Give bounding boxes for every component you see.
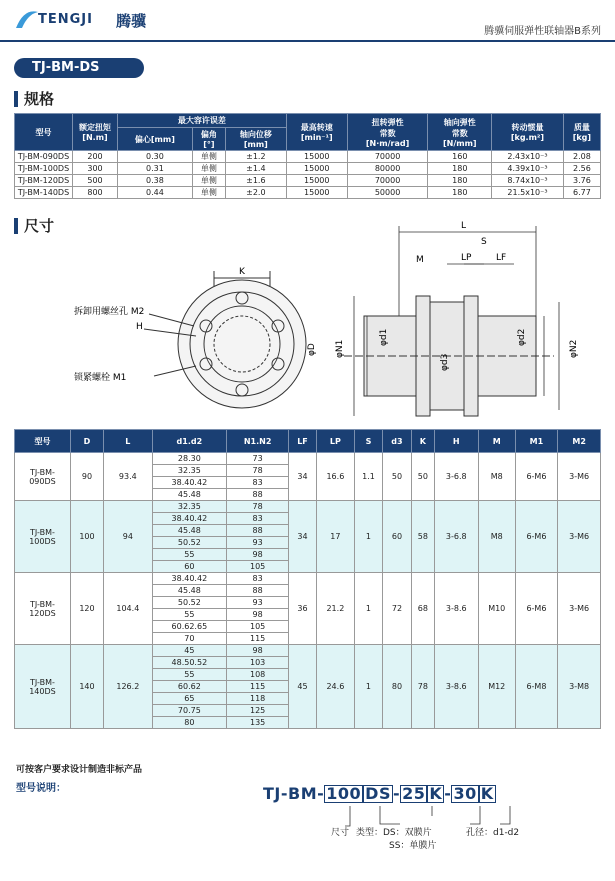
spec-header-offset: 偏心[mm]	[118, 128, 193, 151]
dims-cell: 115	[227, 681, 289, 693]
dims-header: 型号	[15, 430, 71, 453]
spec-header-misalign: 最大容许误差	[118, 114, 287, 128]
dims-row	[15, 573, 601, 585]
dims-cell: 6-M8	[515, 645, 558, 729]
dims-cell: 88	[227, 489, 289, 501]
label-D: φD	[307, 343, 317, 356]
spec-cell: 2.08	[563, 151, 600, 163]
label-d3: φd3	[440, 353, 450, 371]
spec-cell: 50000	[347, 187, 428, 199]
dims-cell: 45.48	[152, 525, 226, 537]
dims-cell: 88	[227, 585, 289, 597]
dims-cell: 93	[227, 597, 289, 609]
model-code: TJ-BM- 100 DS - 25 K - 30 K	[263, 784, 494, 803]
label-K: K	[239, 267, 245, 277]
dims-cell: 48.50.52	[152, 657, 226, 669]
spec-header-speed: 最高转速 [min⁻¹]	[286, 114, 347, 151]
label-M: M	[416, 255, 424, 265]
spec-cell: 15000	[286, 187, 347, 199]
dims-cell: 68	[411, 573, 434, 645]
dims-cell: M12	[478, 645, 515, 729]
dims-cell: 36	[289, 573, 317, 645]
dims-cell: 55	[152, 549, 226, 561]
spec-cell: 180	[428, 187, 492, 199]
dims-row	[15, 645, 601, 657]
dims-cell: TJ-BM- 090DS	[15, 453, 71, 501]
dims-cell: 94	[104, 501, 153, 573]
dims-cell: 1	[355, 573, 383, 645]
dims-cell: 1	[355, 645, 383, 729]
dims-header: d3	[382, 430, 411, 453]
dims-cell: 1	[355, 501, 383, 573]
dims-cell: 3-M6	[558, 501, 601, 573]
spec-header-mass: 质量 [kg]	[563, 114, 600, 151]
dims-table	[14, 429, 601, 729]
spec-cell: 3.76	[563, 175, 600, 187]
dims-cell: 78	[227, 501, 289, 513]
spec-header-inertia: 转动惯量 [kg.m²]	[492, 114, 564, 151]
dims-cell: 83	[227, 513, 289, 525]
dims-cell: TJ-BM- 120DS	[15, 573, 71, 645]
label-N1: φN1	[335, 339, 345, 358]
spec-cell: 15000	[286, 175, 347, 187]
spec-cell: 4.39x10⁻³	[492, 163, 564, 175]
spec-row	[15, 187, 601, 199]
spec-cell: 2.56	[563, 163, 600, 175]
spec-cell: ±2.0	[225, 187, 286, 199]
dims-cell: 93.4	[104, 453, 153, 501]
spec-cell: 0.31	[118, 163, 193, 175]
dims-cell: 45	[289, 645, 317, 729]
dims-cell: 60.62.65	[152, 621, 226, 633]
dims-cell: 3-8.6	[434, 573, 478, 645]
dims-cell: 1.1	[355, 453, 383, 501]
dims-cell: 73	[227, 453, 289, 465]
legend-size: 尺寸	[331, 828, 350, 838]
dims-cell: 80	[152, 717, 226, 729]
spec-header-torque: 额定扭矩 [N.m]	[73, 114, 118, 151]
dims-cell: 115	[227, 633, 289, 645]
dims-cell: 126.2	[104, 645, 153, 729]
spec-cell: ±1.2	[225, 151, 286, 163]
spec-header-angle: 偏角 [°]	[192, 128, 225, 151]
spec-cell: 单侧	[192, 187, 225, 199]
spec-cell: 2.43x10⁻³	[492, 151, 564, 163]
dims-cell: 16.6	[316, 453, 354, 501]
model-badge: TJ-BM-DS	[14, 58, 144, 78]
series-title: 腾骥伺服弹性联轴器B系列	[484, 26, 601, 37]
dims-cell: 135	[227, 717, 289, 729]
coupling-drawing	[14, 216, 604, 422]
dims-cell: 17	[316, 501, 354, 573]
dims-cell: TJ-BM- 100DS	[15, 501, 71, 573]
dims-cell: M8	[478, 501, 515, 573]
dims-cell: 50	[382, 453, 411, 501]
dims-cell: 60	[382, 501, 411, 573]
dims-cell: 50.52	[152, 597, 226, 609]
legend-title: 型号说明：	[16, 783, 66, 794]
dims-cell: 24.6	[316, 645, 354, 729]
dims-cell: 105	[227, 621, 289, 633]
label-lock-bolt: 锁紧螺栓 M1	[74, 373, 127, 383]
dims-cell: 38.40.42	[152, 513, 226, 525]
spec-cell: 300	[73, 163, 118, 175]
spec-cell: 180	[428, 175, 492, 187]
spec-cell: 15000	[286, 151, 347, 163]
dims-cell: 45.48	[152, 585, 226, 597]
dims-cell: 3-M6	[558, 573, 601, 645]
dims-cell: 38.40.42	[152, 477, 226, 489]
dims-cell: 60	[152, 561, 226, 573]
dims-header: LF	[289, 430, 317, 453]
spec-cell: 单侧	[192, 163, 225, 175]
dims-cell: TJ-BM- 140DS	[15, 645, 71, 729]
spec-cell: 70000	[347, 175, 428, 187]
dims-cell: 6-M6	[515, 573, 558, 645]
dims-cell: 45	[152, 645, 226, 657]
spec-cell: 80000	[347, 163, 428, 175]
dims-cell: 140	[70, 645, 103, 729]
spec-row	[15, 175, 601, 187]
spec-cell: 70000	[347, 151, 428, 163]
dims-cell: 88	[227, 525, 289, 537]
dims-cell: 90	[70, 453, 103, 501]
spec-cell: 0.30	[118, 151, 193, 163]
page-header	[0, 0, 615, 44]
dims-header: M1	[515, 430, 558, 453]
dims-cell: 3-8.6	[434, 645, 478, 729]
label-d2: φd2	[517, 328, 527, 346]
dims-cell: 3-M6	[558, 453, 601, 501]
spec-cell: ±1.6	[225, 175, 286, 187]
spec-cell: TJ-BM-140DS	[15, 187, 73, 199]
dims-cell: M8	[478, 453, 515, 501]
dims-cell: 50	[411, 453, 434, 501]
dims-cell: 45.48	[152, 489, 226, 501]
spec-cell: 200	[73, 151, 118, 163]
spec-cell: 15000	[286, 163, 347, 175]
spec-cell: 21.5x10⁻³	[492, 187, 564, 199]
dims-cell: 34	[289, 453, 317, 501]
spec-header-torsion: 扭转弹性 常数 [N·m/rad]	[347, 114, 428, 151]
dims-cell: 6-M6	[515, 501, 558, 573]
spec-cell: 800	[73, 187, 118, 199]
label-L: L	[461, 221, 467, 231]
dims-cell: 100	[70, 501, 103, 573]
dims-header: M2	[558, 430, 601, 453]
label-remove-hole: 拆卸用螺丝孔 M2	[74, 307, 145, 317]
front-view	[178, 271, 306, 408]
dims-cell: 3-6.8	[434, 453, 478, 501]
dims-cell: 78	[227, 465, 289, 477]
dims-cell: 78	[411, 645, 434, 729]
dims-cell: 55	[152, 669, 226, 681]
header-divider	[0, 40, 615, 42]
brand-logo-icon	[14, 6, 40, 32]
spec-cell: 单侧	[192, 175, 225, 187]
dims-cell: 72	[382, 573, 411, 645]
spec-row	[15, 163, 601, 175]
spec-cell: 8.74x10⁻³	[492, 175, 564, 187]
dims-row	[15, 453, 601, 465]
spec-cell: TJ-BM-090DS	[15, 151, 73, 163]
label-S: S	[481, 237, 487, 247]
dims-cell: 98	[227, 645, 289, 657]
legend-type2: SS：单膜片	[389, 841, 437, 851]
spec-header-model: 型号	[15, 114, 73, 151]
dims-cell: 38.40.42	[152, 573, 226, 585]
dims-header: L	[104, 430, 153, 453]
spec-cell: 0.44	[118, 187, 193, 199]
dims-header: H	[434, 430, 478, 453]
dims-cell: 50.52	[152, 537, 226, 549]
dims-cell: 21.2	[316, 573, 354, 645]
dims-cell: 118	[227, 693, 289, 705]
dims-cell: 58	[411, 501, 434, 573]
label-H: H	[136, 322, 143, 332]
label-d1: φd1	[379, 328, 389, 346]
dims-cell: 70.75	[152, 705, 226, 717]
dims-row	[15, 501, 601, 513]
spec-cell: ±1.4	[225, 163, 286, 175]
spec-cell: 单侧	[192, 151, 225, 163]
dims-cell: 3-M8	[558, 645, 601, 729]
dims-cell: 108	[227, 669, 289, 681]
dims-cell: 98	[227, 549, 289, 561]
dims-cell: 98	[227, 609, 289, 621]
dims-header: M	[478, 430, 515, 453]
dims-cell: 93	[227, 537, 289, 549]
dims-header: K	[411, 430, 434, 453]
spec-cell: 6.77	[563, 187, 600, 199]
dims-cell: 6-M6	[515, 453, 558, 501]
brand-name-en: TENGJI	[38, 12, 93, 27]
dims-header: S	[355, 430, 383, 453]
spec-cell: TJ-BM-120DS	[15, 175, 73, 187]
spec-table	[14, 113, 601, 199]
label-LP: LP	[461, 253, 472, 263]
spec-cell: 180	[428, 163, 492, 175]
dims-cell: 55	[152, 609, 226, 621]
custom-note: 可按客户要求设计制造非标产品	[16, 765, 143, 775]
dims-cell: 125	[227, 705, 289, 717]
label-N2: φN2	[569, 339, 579, 358]
dims-section-title: 尺寸	[14, 215, 54, 236]
dims-cell: 65	[152, 693, 226, 705]
dims-cell: 105	[227, 561, 289, 573]
spec-cell: 160	[428, 151, 492, 163]
dims-cell: 3-6.8	[434, 501, 478, 573]
dims-header: LP	[316, 430, 354, 453]
label-LF: LF	[496, 253, 507, 263]
dims-cell: 83	[227, 477, 289, 489]
legend-type: 类型：DS：双膜片	[356, 828, 432, 838]
legend-bore: 孔径：d1-d2	[466, 828, 520, 838]
spec-header-axial-spring: 轴向弹性 常数 [N/mm]	[428, 114, 492, 151]
dims-cell: 32.35	[152, 465, 226, 477]
spec-cell: TJ-BM-100DS	[15, 163, 73, 175]
dims-cell: 83	[227, 573, 289, 585]
dims-cell: 103	[227, 657, 289, 669]
dims-header: d1.d2	[152, 430, 226, 453]
dims-cell: 104.4	[104, 573, 153, 645]
dims-cell: 70	[152, 633, 226, 645]
spec-header-axial: 轴向位移 [mm]	[225, 128, 286, 151]
dims-cell: 120	[70, 573, 103, 645]
brand-name-cn: 腾骥	[116, 12, 147, 30]
dims-cell: 80	[382, 645, 411, 729]
spec-row	[15, 151, 601, 163]
spec-cell: 500	[73, 175, 118, 187]
dims-header: N1.N2	[227, 430, 289, 453]
dims-cell: 32.35	[152, 501, 226, 513]
spec-section-title: 规格	[14, 88, 54, 109]
dims-cell: M10	[478, 573, 515, 645]
dims-header: D	[70, 430, 103, 453]
dims-cell: 28.30	[152, 453, 226, 465]
dims-cell: 34	[289, 501, 317, 573]
spec-cell: 0.38	[118, 175, 193, 187]
dims-cell: 60.62	[152, 681, 226, 693]
